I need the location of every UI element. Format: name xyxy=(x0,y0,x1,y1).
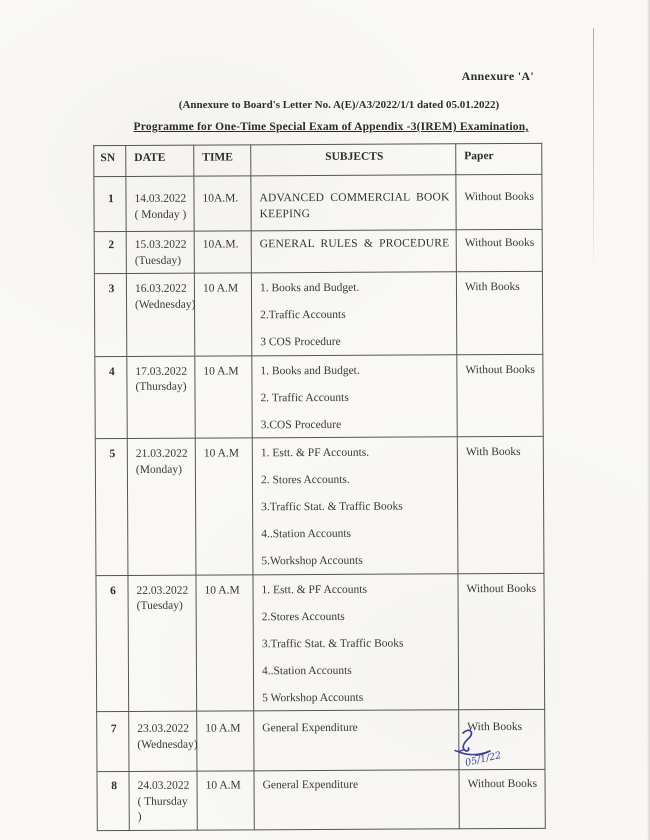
time-cell: 10 A.M xyxy=(197,711,254,771)
paper-type-cell: With Books xyxy=(459,710,545,770)
date-text: 22.03.2022 xyxy=(136,584,189,597)
serial-number-cell: 3 xyxy=(94,274,126,357)
subject-item: 2.Stores Accounts xyxy=(261,610,345,624)
date-cell xyxy=(126,231,194,273)
paper-type-cell: Without Books xyxy=(458,573,545,710)
subject-item: 1. Estt. & PF Accounts xyxy=(261,583,368,597)
serial-number-cell: 7 xyxy=(97,712,129,772)
column-header-time: TIME xyxy=(194,145,251,176)
column-header-date: DATE xyxy=(126,145,194,176)
date-text: 14.03.2022 xyxy=(134,192,187,205)
column-header-subjects: SUBJECTS xyxy=(251,144,456,176)
table-row xyxy=(94,229,542,273)
time-cell: 10 A.M xyxy=(194,273,251,356)
serial-number-cell: 1 xyxy=(94,177,126,232)
table-row xyxy=(95,436,544,575)
subject-item: 5 Workshop Accounts xyxy=(262,691,364,705)
time-cell: 10A.M. xyxy=(194,231,251,273)
date-cell xyxy=(126,176,194,231)
subject-item: 4..Station Accounts xyxy=(261,528,352,541)
paper-type-cell: Without Books xyxy=(456,229,542,271)
subjects-cell xyxy=(253,573,459,711)
weekday-text: (Thursday) xyxy=(135,380,187,394)
date-text: 15.03.2022 xyxy=(134,238,187,251)
signature xyxy=(436,728,520,776)
serial-number-cell: 2 xyxy=(94,232,126,274)
subject-item: 2.Traffic Accounts xyxy=(260,308,346,322)
date-cell xyxy=(129,771,197,830)
subject-item: 3.Traffic Stat. & Traffic Books xyxy=(261,500,403,514)
time-cell: 10 A.M xyxy=(195,355,252,438)
scan-artifact-line xyxy=(593,28,594,263)
weekday-text: ( Monday ) xyxy=(134,208,187,221)
subject-item: 5.Workshop Accounts xyxy=(261,554,363,568)
board-letter-reference: (Annexure to Board's Letter No. A(E)/A3/2022/1/1 dated 05.01.2022) xyxy=(178,99,500,111)
subject-item: GENERAL RULES & PROCEDURE xyxy=(259,237,450,251)
paper-type-cell: With Books xyxy=(457,436,544,573)
date-cell xyxy=(129,711,197,771)
table-header-row xyxy=(94,143,542,176)
subjects-cell xyxy=(251,272,456,356)
subject-item: 1. Books and Budget. xyxy=(259,281,360,295)
subject-item: 3.COS Procedure xyxy=(260,418,342,431)
date-cell xyxy=(126,273,194,356)
subjects-cell xyxy=(254,710,459,771)
weekday-text: (Wednesday) xyxy=(137,738,198,751)
signature-date-text: 05/1/22 xyxy=(464,749,503,769)
table-row xyxy=(97,770,545,831)
weekday-text: (Monday) xyxy=(135,463,182,476)
subject-item: 3 COS Procedure xyxy=(260,335,341,349)
time-cell: 10 A.M xyxy=(195,438,253,575)
signature-scribble-icon xyxy=(436,728,520,776)
date-text: 21.03.2022 xyxy=(135,447,188,461)
subject-item: 1. Estt. & PF Accounts. xyxy=(260,446,370,460)
date-text: 17.03.2022 xyxy=(135,365,188,378)
table-row xyxy=(96,573,545,712)
subject-item: 1. Books and Budget. xyxy=(260,364,360,377)
paper-type-cell: Without Books xyxy=(457,354,543,437)
subjects-cell xyxy=(254,770,459,830)
subjects-cell xyxy=(251,175,456,231)
date-cell xyxy=(128,575,197,712)
subjects-cell xyxy=(252,354,457,438)
serial-number-cell: 8 xyxy=(97,772,129,831)
subject-item: 2. Traffic Accounts xyxy=(260,391,349,404)
column-header-paper: Paper xyxy=(456,143,542,174)
column-header-sn: SN xyxy=(94,146,126,177)
weekday-text: (Wednesday) xyxy=(135,298,196,311)
date-text: 24.03.2022 xyxy=(137,779,190,793)
subject-item: 4..Station Accounts xyxy=(261,664,352,678)
serial-number-cell: 4 xyxy=(95,356,127,439)
serial-number-cell: 5 xyxy=(95,439,128,576)
page-title: Programme for One-Time Special Exam of Appendix -3(IREM) Examination, xyxy=(133,121,529,133)
date-cell xyxy=(127,356,195,439)
date-cell xyxy=(127,438,196,575)
subjects-cell xyxy=(251,230,456,273)
subject-item: General Expenditure xyxy=(262,722,358,735)
paper-type-cell: Without Books xyxy=(456,174,542,229)
subject-item: 3.Traffic Stat. & Traffic Books xyxy=(261,637,404,651)
serial-number-cell: 6 xyxy=(96,575,129,712)
table-row xyxy=(94,174,542,231)
date-text: 23.03.2022 xyxy=(137,722,190,736)
subject-item: ADVANCED COMMERCIAL BOOK KEEPING xyxy=(259,191,450,220)
table-row xyxy=(94,271,542,356)
weekday-text: ( Thursday ) xyxy=(137,795,188,824)
subject-item: 2. Stores Accounts. xyxy=(260,473,350,487)
weekday-text: (Tuesday) xyxy=(134,254,182,267)
weekday-text: (Tuesday) xyxy=(136,599,183,613)
date-text: 16.03.2022 xyxy=(134,282,187,295)
time-cell: 10A.M. xyxy=(194,176,251,231)
table-row xyxy=(95,354,543,439)
time-cell: 10 A.M xyxy=(197,771,254,830)
annexure-label: Annexure 'A' xyxy=(461,69,534,83)
signature-stroke-group xyxy=(455,730,490,755)
subject-item: General Expenditure xyxy=(262,779,359,792)
paper-type-cell: With Books xyxy=(456,271,542,354)
time-cell: 10 A.M xyxy=(196,575,254,712)
paper-type-cell: Without Books xyxy=(459,770,545,829)
subjects-cell xyxy=(252,437,458,575)
